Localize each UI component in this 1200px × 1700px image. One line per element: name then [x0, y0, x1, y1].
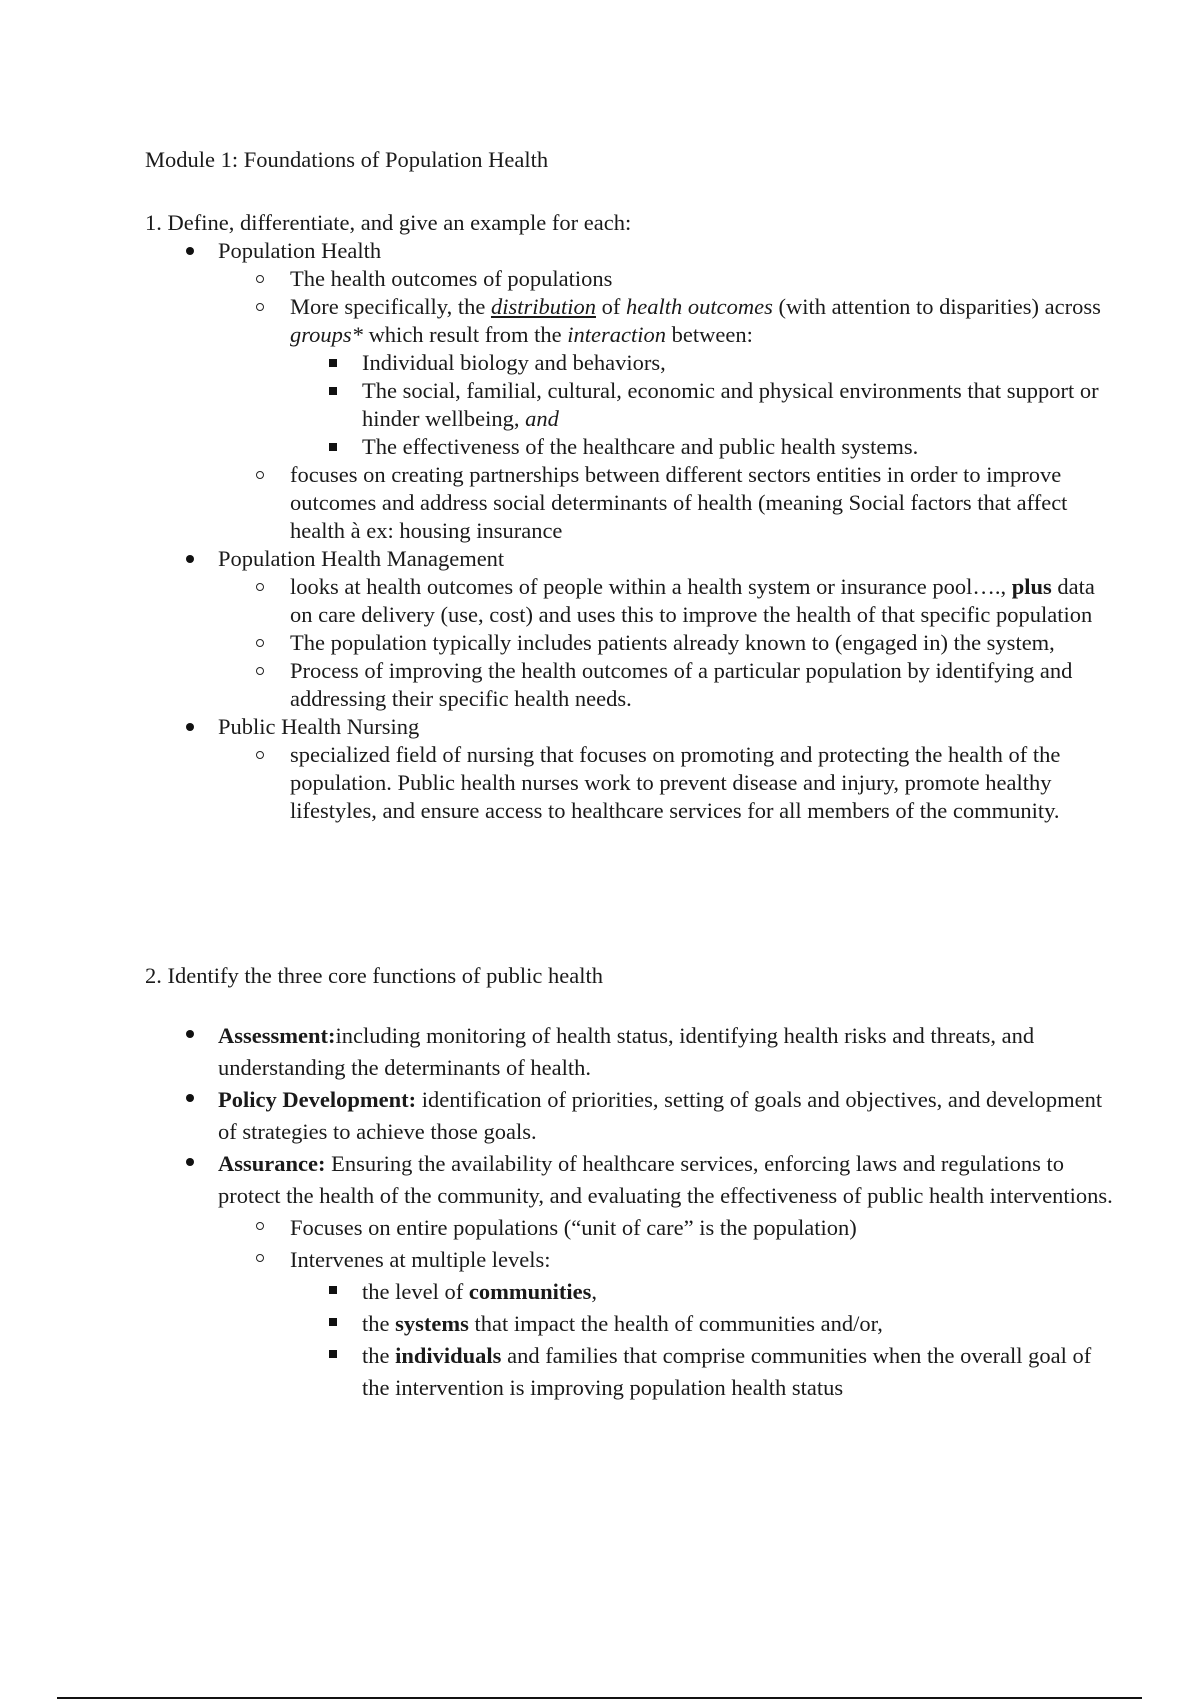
- emphasis-groups: groups*: [290, 322, 363, 347]
- assessment-text: including monitoring of health status, identifying health risks and threats, and understanding the determinants of health.: [218, 1023, 1035, 1080]
- list-item: [362, 1308, 1118, 1340]
- document-title: Module 1: Foundations of Population Health: [145, 147, 549, 172]
- list-item: [362, 349, 1118, 377]
- list-item-text: Individual biology and behaviors,: [362, 350, 666, 375]
- text-run: the: [362, 1343, 396, 1368]
- list-item: [290, 265, 1118, 293]
- emphasis-health-outcomes: health outcomes: [626, 294, 773, 319]
- text-run: and families that comprise communities when the overall goal of the intervention is improving population health status: [362, 1343, 1092, 1400]
- assessment-item: [218, 1020, 1118, 1084]
- list-item: [362, 377, 1118, 433]
- public-health-nursing-sublist: [290, 741, 1118, 825]
- determinants-list: [362, 349, 1118, 461]
- question-2-heading: 2. Identify the three core functions of public health: [145, 963, 603, 988]
- list-item: [290, 573, 1118, 629]
- population-health-management-item: [218, 545, 1118, 713]
- text-run: ,: [591, 1279, 597, 1304]
- policy-development-text: identification of priorities, setting of goals and objectives, and development of strategies to achieve those goals.: [218, 1087, 1103, 1144]
- policy-development-label: Policy Development:: [218, 1087, 417, 1112]
- population-health-sublist: [290, 265, 1118, 545]
- assessment-label: Assessment:: [218, 1023, 336, 1048]
- bold-plus: plus: [1011, 574, 1052, 599]
- population-health-item: [218, 237, 1118, 545]
- intervention-levels-list: [362, 1276, 1118, 1404]
- list-item: [290, 1212, 1118, 1244]
- emphasis-interaction: interaction: [567, 322, 666, 347]
- text-run: the level of: [362, 1279, 469, 1304]
- list-item: [290, 741, 1118, 825]
- emphasis-distribution: distribution: [490, 294, 596, 319]
- list-item-text: specialized field of nursing that focuses on promoting and protecting the health of the population. Public health nurses work to prevent disease and injury, promote healthy lifestyles, and ensure access to healthcare services for all members of the community.: [290, 742, 1061, 823]
- list-item-text: The effectiveness of the healthcare and public health systems.: [362, 434, 919, 459]
- question-1-list: [218, 237, 1118, 825]
- list-item-text: The health outcomes of populations: [290, 266, 613, 291]
- page-bottom-rule: [57, 1697, 1142, 1699]
- list-item: [290, 461, 1118, 545]
- population-health-management-label: Population Health Management: [218, 546, 505, 571]
- text-run: which result from the: [362, 322, 568, 347]
- list-item: [290, 657, 1118, 713]
- list-item: [362, 1276, 1118, 1308]
- list-item: [362, 433, 1118, 461]
- assurance-label: Assurance:: [218, 1151, 326, 1176]
- list-item-text: Intervenes at multiple levels:: [290, 1247, 551, 1272]
- list-item-text: The social, familial, cultural, economic and physical environments that support or hinder wellbeing,: [362, 378, 1099, 431]
- text-run: of: [596, 294, 626, 319]
- list-item-text: focuses on creating partnerships between different sectors entities in order to improve outcomes and address social determinants of health (meaning Social factors that affect health à ex: housing insurance: [290, 462, 1068, 543]
- list-item-text: Focuses on entire populations (“unit of care” is the population): [290, 1215, 857, 1240]
- text-run: looks at health outcomes of people within a health system or insurance pool….,: [290, 574, 1012, 599]
- population-health-label: Population Health: [218, 238, 382, 263]
- text-run: the: [362, 1311, 396, 1336]
- policy-development-item: [218, 1084, 1118, 1148]
- text-run: that impact the health of communities and/or,: [468, 1311, 883, 1336]
- assurance-sublist: [290, 1212, 1118, 1404]
- list-item: [290, 293, 1118, 461]
- text-run: (with attention to disparities) across: [772, 294, 1101, 319]
- list-item: [290, 629, 1118, 657]
- question-2-list: [218, 1020, 1118, 1404]
- list-item-text: The population typically includes patients already known to (engaged in) the system,: [290, 630, 1055, 655]
- text-run: data on care delivery (use, cost) and uses this to improve the health of that specific population: [290, 574, 1095, 627]
- bold-communities: communities: [468, 1279, 592, 1304]
- public-health-nursing-label: Public Health Nursing: [218, 714, 420, 739]
- question-1-heading: 1. Define, differentiate, and give an example for each:: [145, 210, 632, 235]
- bold-individuals: individuals: [395, 1343, 502, 1368]
- list-item: [362, 1340, 1118, 1404]
- population-health-management-sublist: [290, 573, 1118, 713]
- text-run: More specifically, the: [290, 294, 491, 319]
- text-run: between:: [666, 322, 753, 347]
- assurance-item: [218, 1148, 1118, 1404]
- bold-systems: systems: [395, 1311, 469, 1336]
- list-item: [290, 1244, 1118, 1404]
- list-item-text: Process of improving the health outcomes of a particular population by identifying and addressing their specific health needs.: [290, 658, 1073, 711]
- public-health-nursing-item: [218, 713, 1118, 825]
- emphasis-and: and: [525, 406, 559, 431]
- assurance-text: Ensuring the availability of healthcare services, enforcing laws and regulations to protect the health of the community, and evaluating the effectiveness of public health interventions.: [218, 1151, 1113, 1208]
